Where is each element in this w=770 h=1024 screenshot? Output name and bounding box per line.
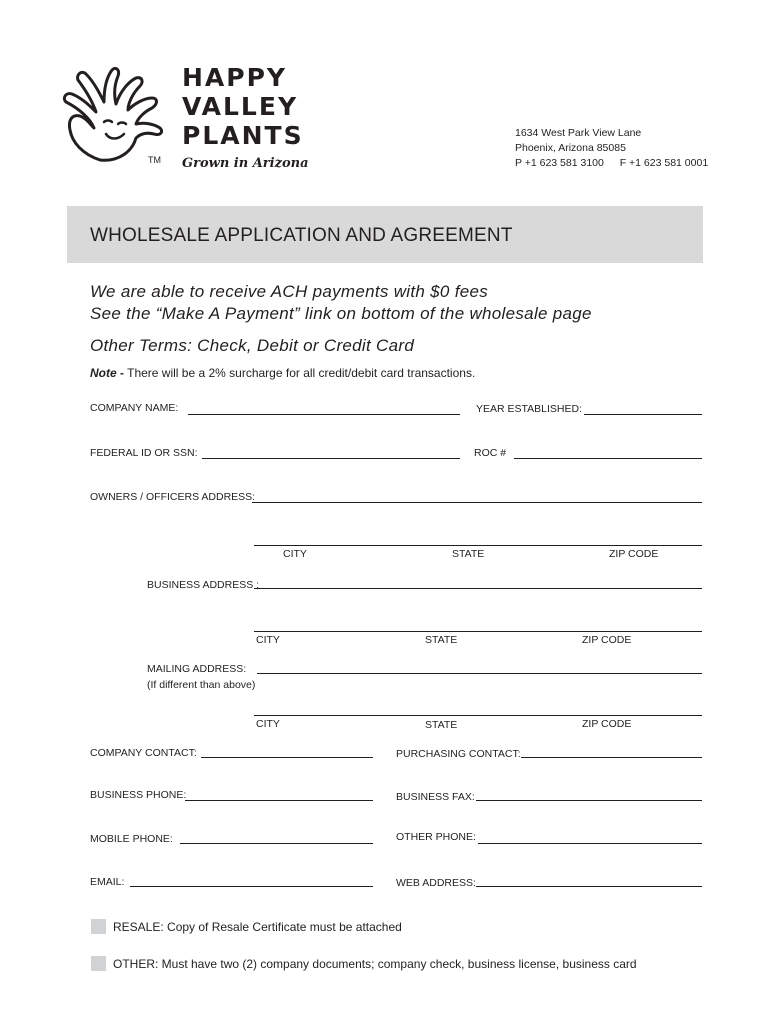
roc-label: ROC # [474,447,507,459]
email-label: EMAIL: [90,876,125,888]
company-name-label: COMPANY NAME: [90,402,179,414]
address-fax: F +1 623 581 0001 [619,157,709,169]
year-established-label: YEAR ESTABLISHED: [476,403,583,415]
business-fax-label: BUSINESS FAX: [396,791,475,803]
mailing-address-note: (If different than above) [147,679,256,691]
business-phone-label: BUSINESS PHONE: [90,789,187,801]
business-city-label: CITY [256,634,280,646]
owners-address-field[interactable] [252,502,702,503]
other-phone-label: OTHER PHONE: [396,831,476,843]
federal-id-field[interactable] [202,458,460,459]
purchasing-contact-label: PURCHASING CONTACT: [396,748,521,760]
logo-line-valley: VALLEY [182,92,299,121]
note-text: There will be a 2% surcharge for all credit/debit card transactions. [124,366,476,380]
note-label: Note - [90,366,124,380]
company-logo [60,62,310,182]
logo-line-plants: PLANTS [182,121,304,150]
trademark-mark: TM [148,155,161,165]
purchasing-contact-field[interactable] [521,757,702,758]
other-checkbox-label: OTHER: Must have two (2) company documents; company check, business license, business card [113,957,637,971]
email-field[interactable] [130,886,373,887]
federal-id-label: FEDERAL ID OR SSN: [90,447,198,459]
business-state-label: STATE [425,634,458,646]
mailing-address-field[interactable] [257,673,702,674]
business-zip-label: ZIP CODE [582,634,632,646]
company-name-field[interactable] [188,414,460,415]
page-title: WHOLESALE APPLICATION AND AGREEMENT [90,225,513,246]
address-street: 1634 West Park View Lane [515,127,642,139]
ach-line-2: See the “Make A Payment” link on bottom of the wholesale page [90,304,592,323]
owners-address-label: OWNERS / OFFICERS ADDRESS: [90,491,256,503]
other-phone-field[interactable] [478,843,702,844]
company-contact-field[interactable] [201,757,373,758]
company-contact-label: COMPANY CONTACT: [90,747,197,759]
logo-tagline: Grown in Arizona [182,156,309,171]
mailing-city-label: CITY [256,718,280,730]
address-block [515,126,708,171]
resale-checkbox-label: RESALE: Copy of Resale Certificate must be attached [113,920,402,934]
resale-checkbox[interactable] [91,919,106,934]
owners-state-label: STATE [452,548,485,560]
other-checkbox[interactable] [91,956,106,971]
address-city: Phoenix, Arizona 85085 [515,142,626,154]
mailing-zip-label: ZIP CODE [582,718,632,730]
owners-zip-label: ZIP CODE [609,548,659,560]
web-address-label: WEB ADDRESS: [396,877,476,889]
business-address-line-2[interactable] [254,631,702,632]
logo-line-happy: HAPPY [182,63,288,92]
mailing-state-label: STATE [425,719,458,731]
business-phone-field[interactable] [185,800,373,801]
mobile-phone-label: MOBILE PHONE: [90,833,173,845]
address-contact-row [515,156,708,171]
business-address-label: BUSINESS ADDRESS : [147,579,260,591]
business-fax-field[interactable] [476,800,702,801]
mailing-address-label: MAILING ADDRESS: [147,663,247,675]
ach-line-1: We are able to receive ACH payments with $0 fees [90,282,489,301]
owners-city-label: CITY [283,548,307,560]
roc-field[interactable] [514,458,702,459]
mobile-phone-field[interactable] [180,843,373,844]
business-address-field[interactable] [254,588,702,589]
mailing-address-line-2[interactable] [254,715,702,716]
address-phone: P +1 623 581 3100 [515,157,604,169]
owners-address-line-2[interactable] [254,545,702,546]
web-address-field[interactable] [476,886,702,887]
year-established-field[interactable] [584,414,702,415]
other-terms: Other Terms: Check, Debit or Credit Card [90,336,415,355]
surcharge-note [90,366,475,380]
